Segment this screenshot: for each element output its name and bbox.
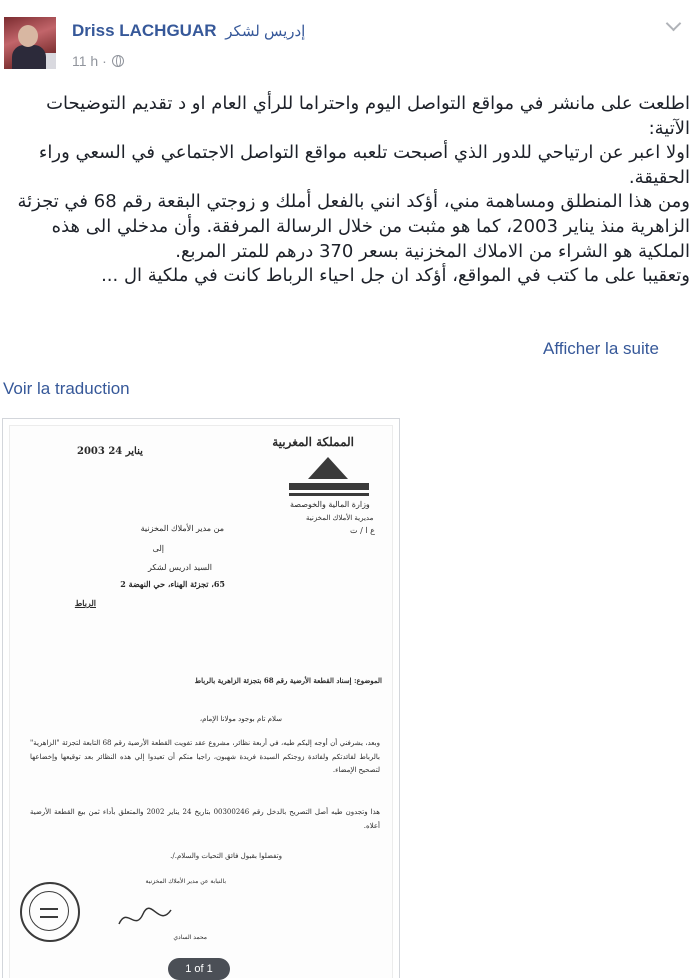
- logo-bar: [289, 493, 369, 496]
- doc-date: 2003 يناير 24: [77, 446, 143, 457]
- doc-ministry: وزارة المالية والخوصصة: [290, 500, 370, 509]
- doc-from: من مدير الأملاك المخزنية: [140, 524, 224, 533]
- doc-recipient: السيد ادريس لشكر: [148, 563, 212, 572]
- doc-to: إلى: [152, 544, 164, 553]
- post-timestamp[interactable]: 11 h ·: [72, 53, 107, 69]
- scanned-letter: [9, 425, 393, 978]
- doc-closing: وتفضلوا بقبول فائق التحيات والسلام./.: [170, 852, 282, 860]
- post-paragraph: وتعقيبا على ما كتب في المواقع، أؤكد ان جل احياء الرباط كانت في ملكية ال ...: [101, 265, 690, 287]
- photo-page-indicator: 1 of 1: [168, 958, 230, 980]
- signature-icon: [115, 902, 175, 932]
- logo-bar: [289, 483, 369, 490]
- avatar-head: [18, 25, 38, 47]
- post-text: [0, 92, 690, 289]
- doc-address: 65، تجزئة الهناء، حي النهضة 2: [120, 579, 225, 589]
- doc-body-paragraph: هذا وتجدون طيه أصل التصريح بالدخل رقم 00300246 بتاريخ 24 يناير 2002 والمتعلق بأداء ثمن بيع القطعة الأرضية أعلاه.: [30, 808, 380, 830]
- globe-icon[interactable]: [112, 55, 124, 67]
- doc-kingdom-header: المملكة المغربية: [272, 435, 354, 449]
- doc-greeting: سلام تام بوجود مولانا الإمام،: [199, 715, 282, 723]
- post-paragraph: اولا اعبر عن ارتياحي للدور الذي أصبحت تلعبه مواقع التواصل الاجتماعي في السعي وراء الحقيقة.: [38, 142, 690, 188]
- post-header: [0, 0, 700, 80]
- official-stamp-icon: [20, 882, 80, 942]
- ministry-logo-icon: [308, 457, 348, 479]
- chevron-down-icon[interactable]: [666, 16, 682, 32]
- see-more-link[interactable]: Afficher la suite: [543, 339, 659, 358]
- doc-signatory-title: بالنيابة عن مدير الأملاك المخزنية: [145, 878, 226, 885]
- doc-body-paragraph: وبعد، يشرفني أن أوجه إليكم طيه، في أربعة نظائر، مشروع عقد تفويت القطعة الأرضية رقم 68 التابعة لتجزئة "الزاهرية" بالرباط لفائدتكم ولفائدة زوجتكم السيدة فريدة شهبون، راجيا منكم أن تعيدوا إلي هذه النظائر بعد توقيعها وإخضاعها لتصحيح الإمضاء.: [30, 739, 381, 774]
- see-translation-link[interactable]: Voir la traduction: [3, 379, 130, 398]
- author-name-arabic[interactable]: إدريس لشكر: [225, 23, 306, 40]
- doc-reference: ع ا / ت: [350, 526, 375, 535]
- author-line: [72, 21, 305, 41]
- post-meta: [72, 53, 124, 69]
- attached-photo[interactable]: [2, 418, 400, 978]
- doc-subject: الموضوع: إسناد القطعة الأرضية رقم 68 بتجزئة الزاهرية بالرباط: [194, 676, 382, 685]
- author-name[interactable]: Driss LACHGUAR: [72, 21, 217, 40]
- doc-directorate: مديرية الأملاك المخزنية: [306, 514, 374, 522]
- author-avatar[interactable]: [4, 17, 56, 69]
- post-paragraph: ومن هذا المنطلق ومساهمة مني، أؤكد انني بالفعل أملك و زوجتي البقعة رقم 68 في تجزئة الزاهرية منذ يناير 2003، كما هو مثبت من خلال الرسالة المرفقة. وأن مدخلي الى هذه الملكية هو الشراء من الاملاك المخزنية بسعر 370 درهم للمتر المربع.: [17, 191, 690, 262]
- post-paragraph: اطلعت على مانشر في مواقع التواصل اليوم واحتراما للرأي العام او د تقديم التوضيحات الآتية:: [46, 93, 690, 139]
- doc-city: الرباط: [74, 598, 96, 608]
- doc-signatory-name: محمد السادي: [173, 934, 207, 941]
- avatar-figure: [12, 45, 46, 69]
